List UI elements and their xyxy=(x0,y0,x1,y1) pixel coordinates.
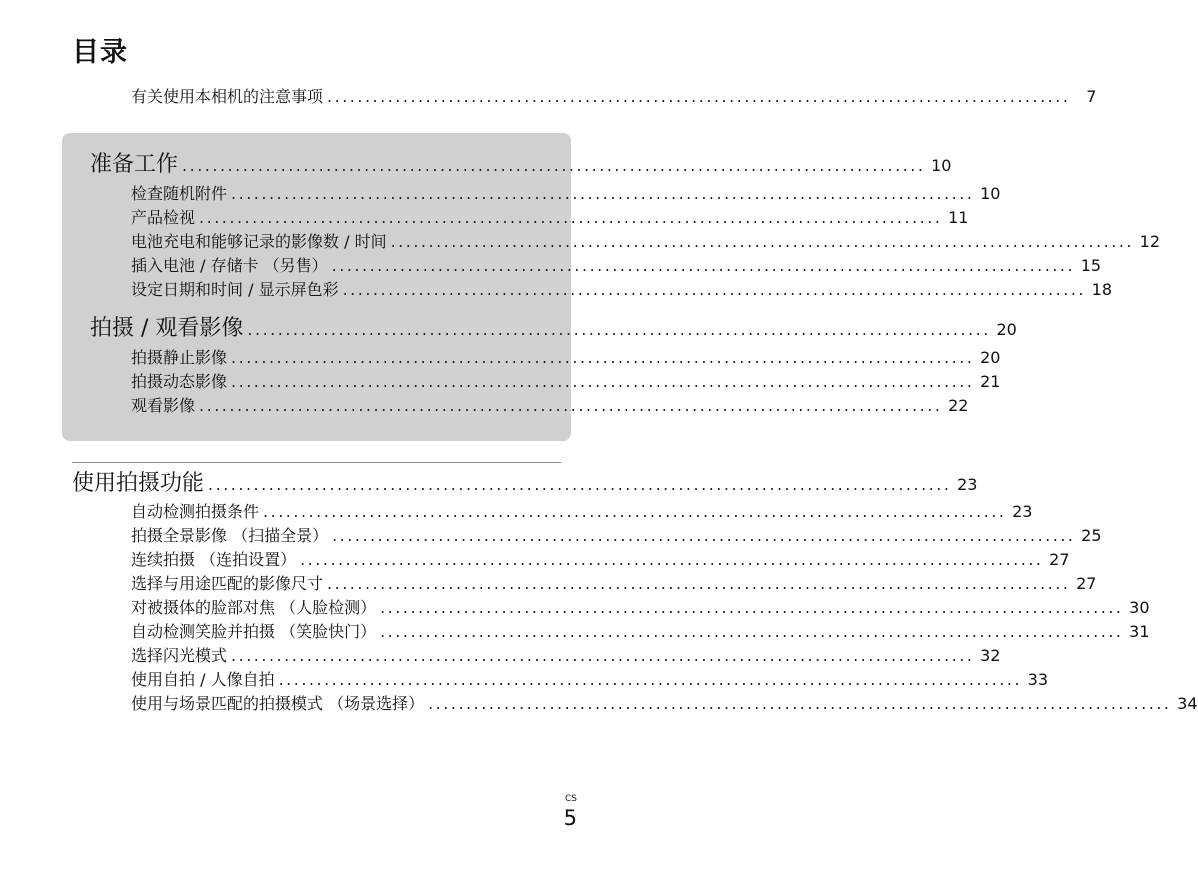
toc-entry-page: 33 xyxy=(1027,670,1048,689)
toc-section-title: 使用拍摄功能 xyxy=(72,471,205,496)
dot-leader: .................................................................................................. xyxy=(208,475,952,494)
dot-leader: .................................................................................................. xyxy=(380,598,1124,617)
toc-section-preparation[interactable] xyxy=(90,147,952,179)
dot-leader: .................................................................................................. xyxy=(380,622,1124,641)
dot-leader: .................................................................................................. xyxy=(331,256,1076,275)
toc-section-title: 拍摄 / 观看影像 xyxy=(90,316,244,341)
toc-entry-label: 检查随机附件 xyxy=(131,184,228,203)
dot-leader: .................................................................................................. xyxy=(428,694,1172,713)
toc-entry[interactable] xyxy=(131,277,1112,301)
toc-section-page: 10 xyxy=(931,156,952,175)
toc-entry-precautions[interactable] xyxy=(131,84,1097,108)
dot-leader: .................................................................................................. xyxy=(332,526,1076,545)
toc-entry-label: 连续拍摄 （连拍设置） xyxy=(131,550,297,569)
section-divider xyxy=(72,462,561,463)
dot-leader: .................................................................................................. xyxy=(300,550,1044,569)
toc-section-shooting-functions[interactable] xyxy=(72,466,978,498)
toc-entry-page: 12 xyxy=(1139,232,1160,251)
dot-leader: .................................................................................................. xyxy=(199,396,943,415)
toc-entry-label: 使用自拍 / 人像自拍 xyxy=(131,670,275,689)
toc-entry-label: 自动检测拍摄条件 xyxy=(131,502,260,521)
toc-entry-label: 对被摄体的脸部对焦 （人脸检测） xyxy=(131,598,377,617)
toc-entry-page: 27 xyxy=(1076,574,1097,593)
dot-leader: .................................................................................................. xyxy=(231,372,975,391)
toc-entry[interactable] xyxy=(131,691,1198,715)
toc-entry-page: 27 xyxy=(1049,550,1070,569)
toc-entry-page: 11 xyxy=(948,208,969,227)
dot-leader: .................................................................................................. xyxy=(231,646,975,665)
page-number: 5 xyxy=(563,806,577,830)
dot-leader: .................................................................................................. xyxy=(327,87,1071,106)
toc-section-page: 23 xyxy=(957,475,978,494)
toc-entry-label: 有关使用本相机的注意事项 xyxy=(131,87,324,106)
toc-entry-page: 10 xyxy=(980,184,1001,203)
toc-entry-label: 产品检视 xyxy=(131,208,196,227)
toc-entry-page: 22 xyxy=(948,396,969,415)
toc-entry-page: 30 xyxy=(1129,598,1150,617)
toc-entry[interactable] xyxy=(131,369,1001,393)
toc-entry[interactable] xyxy=(131,547,1070,571)
dot-leader: .................................................................................................. xyxy=(278,670,1022,689)
toc-entry-label: 选择与用途匹配的影像尺寸 xyxy=(131,574,324,593)
dot-leader: .................................................................................................. xyxy=(231,348,975,367)
toc-entry-label: 拍摄动态影像 xyxy=(131,372,228,391)
toc-entry-label: 设定日期和时间 / 显示屏色彩 xyxy=(131,280,339,299)
toc-section-shooting-viewing[interactable] xyxy=(90,311,1017,343)
toc-entry-page: 25 xyxy=(1081,526,1102,545)
toc-entry[interactable] xyxy=(131,253,1102,277)
toc-entry[interactable] xyxy=(131,595,1150,619)
dot-leader: .................................................................................................. xyxy=(231,184,975,203)
toc-entry-page: 18 xyxy=(1091,280,1112,299)
toc-entry[interactable] xyxy=(131,205,969,229)
toc-entry-page: 21 xyxy=(980,372,1001,391)
toc-entry-page: 15 xyxy=(1080,256,1102,275)
toc-entry-page: 20 xyxy=(980,348,1001,367)
toc-entry-label: 拍摄全景影像 （扫描全景） xyxy=(131,526,329,545)
toc-entry-label: 拍摄静止影像 xyxy=(131,348,228,367)
toc-entry[interactable] xyxy=(131,345,1001,369)
dot-leader: .................................................................................................. xyxy=(327,574,1071,593)
toc-entry-page: 7 xyxy=(1086,87,1097,106)
toc-entry-page: 32 xyxy=(980,646,1001,665)
language-code: CS xyxy=(565,794,577,804)
toc-entry-page: 34 xyxy=(1177,694,1198,713)
toc-entry-page: 23 xyxy=(1012,502,1033,521)
dot-leader: .................................................................................................. xyxy=(247,320,991,339)
dot-leader: .................................................................................................. xyxy=(263,502,1007,521)
toc-entry-label: 使用与场景匹配的拍摄模式 （场景选择） xyxy=(131,694,425,713)
toc-entry[interactable] xyxy=(131,523,1102,547)
toc-entry[interactable] xyxy=(131,393,969,417)
toc-entry[interactable] xyxy=(131,229,1160,253)
toc-section-page: 20 xyxy=(996,320,1017,339)
toc-entry[interactable] xyxy=(131,499,1033,523)
dot-leader: .................................................................................................. xyxy=(182,156,926,175)
toc-entry-label: 电池充电和能够记录的影像数 / 时间 xyxy=(131,232,387,251)
dot-leader: .................................................................................................. xyxy=(342,280,1086,299)
toc-entry-label: 插入电池 / 存储卡 （另售） xyxy=(131,256,328,275)
page-title: 目录 xyxy=(72,37,128,68)
dot-leader: .................................................................................................. xyxy=(199,208,943,227)
toc-entry[interactable] xyxy=(131,571,1097,595)
toc-section-title: 准备工作 xyxy=(90,152,179,177)
toc-entry-label: 自动检测笑脸并拍摄 （笑脸快门） xyxy=(131,622,377,641)
toc-entry[interactable] xyxy=(131,643,1001,667)
dot-leader: .................................................................................................. xyxy=(390,232,1134,251)
toc-entry-label: 选择闪光模式 xyxy=(131,646,228,665)
toc-entry-label: 观看影像 xyxy=(131,396,196,415)
toc-entry-page: 31 xyxy=(1129,622,1150,641)
toc-entry[interactable] xyxy=(131,667,1048,691)
toc-entry[interactable] xyxy=(131,619,1150,643)
toc-entry[interactable] xyxy=(131,181,1001,205)
